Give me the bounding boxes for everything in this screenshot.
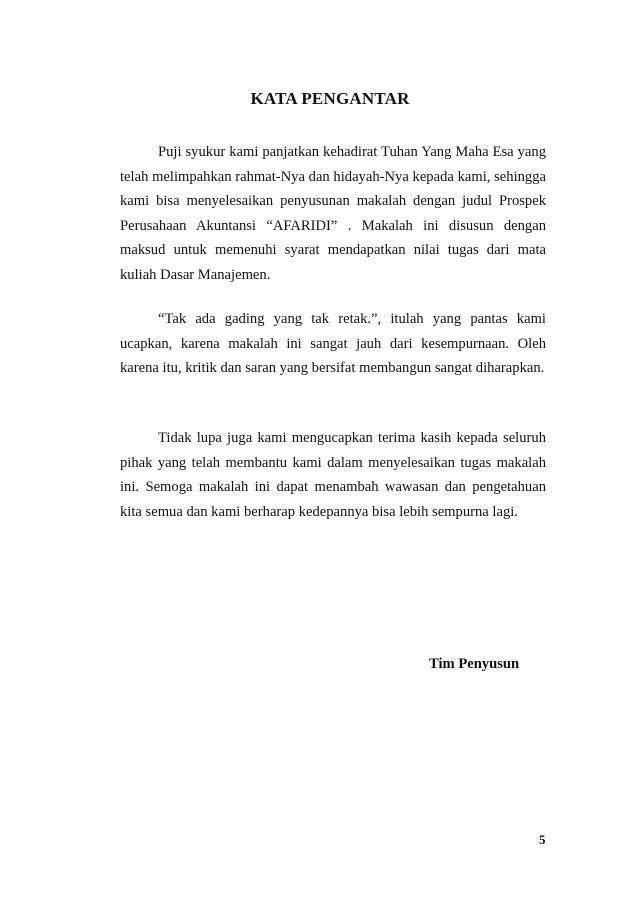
- paragraph-3: [120, 426, 546, 524]
- paragraph-text: “Tak ada gading yang tak retak.”, itulah yang pantas kami ucapkan, karena makalah ini sangat jauh dari kesempurnaan. Oleh karena itu, kritik dan saran yang bersifat membangun sangat diharapkan.: [120, 311, 546, 377]
- page-title: KATA PENGANTAR: [250, 89, 410, 108]
- paragraph-1: [120, 140, 546, 288]
- paragraph-text: Tidak lupa juga kami mengucapkan terima kasih kepada seluruh pihak yang telah membantu kami dalam menyelesaikan tugas makalah ini. Semoga makalah ini dapat menambah wawasan dan pengetahuan kita semua dan kami berharap kedepannya bisa lebih sempurna lagi.: [120, 430, 546, 520]
- paragraph-2: [120, 307, 546, 381]
- paragraph-text: Puji syukur kami panjatkan kehadirat Tuhan Yang Maha Esa yang telah melimpahkan rahmat-Nya dan hidayah-Nya kepada kami, sehingga kami bisa menyelesaikan penyusunan makalah dengan judul Prospek Perusahaan Akuntansi “AFARIDI” . Makalah ini disusun dengan maksud untuk memenuhi syarat mendapatkan nilai tugas dari mata kuliah Dasar Manajemen.: [120, 144, 546, 283]
- page-number: 5: [539, 832, 546, 847]
- signature: Tim Penyusun: [429, 656, 520, 672]
